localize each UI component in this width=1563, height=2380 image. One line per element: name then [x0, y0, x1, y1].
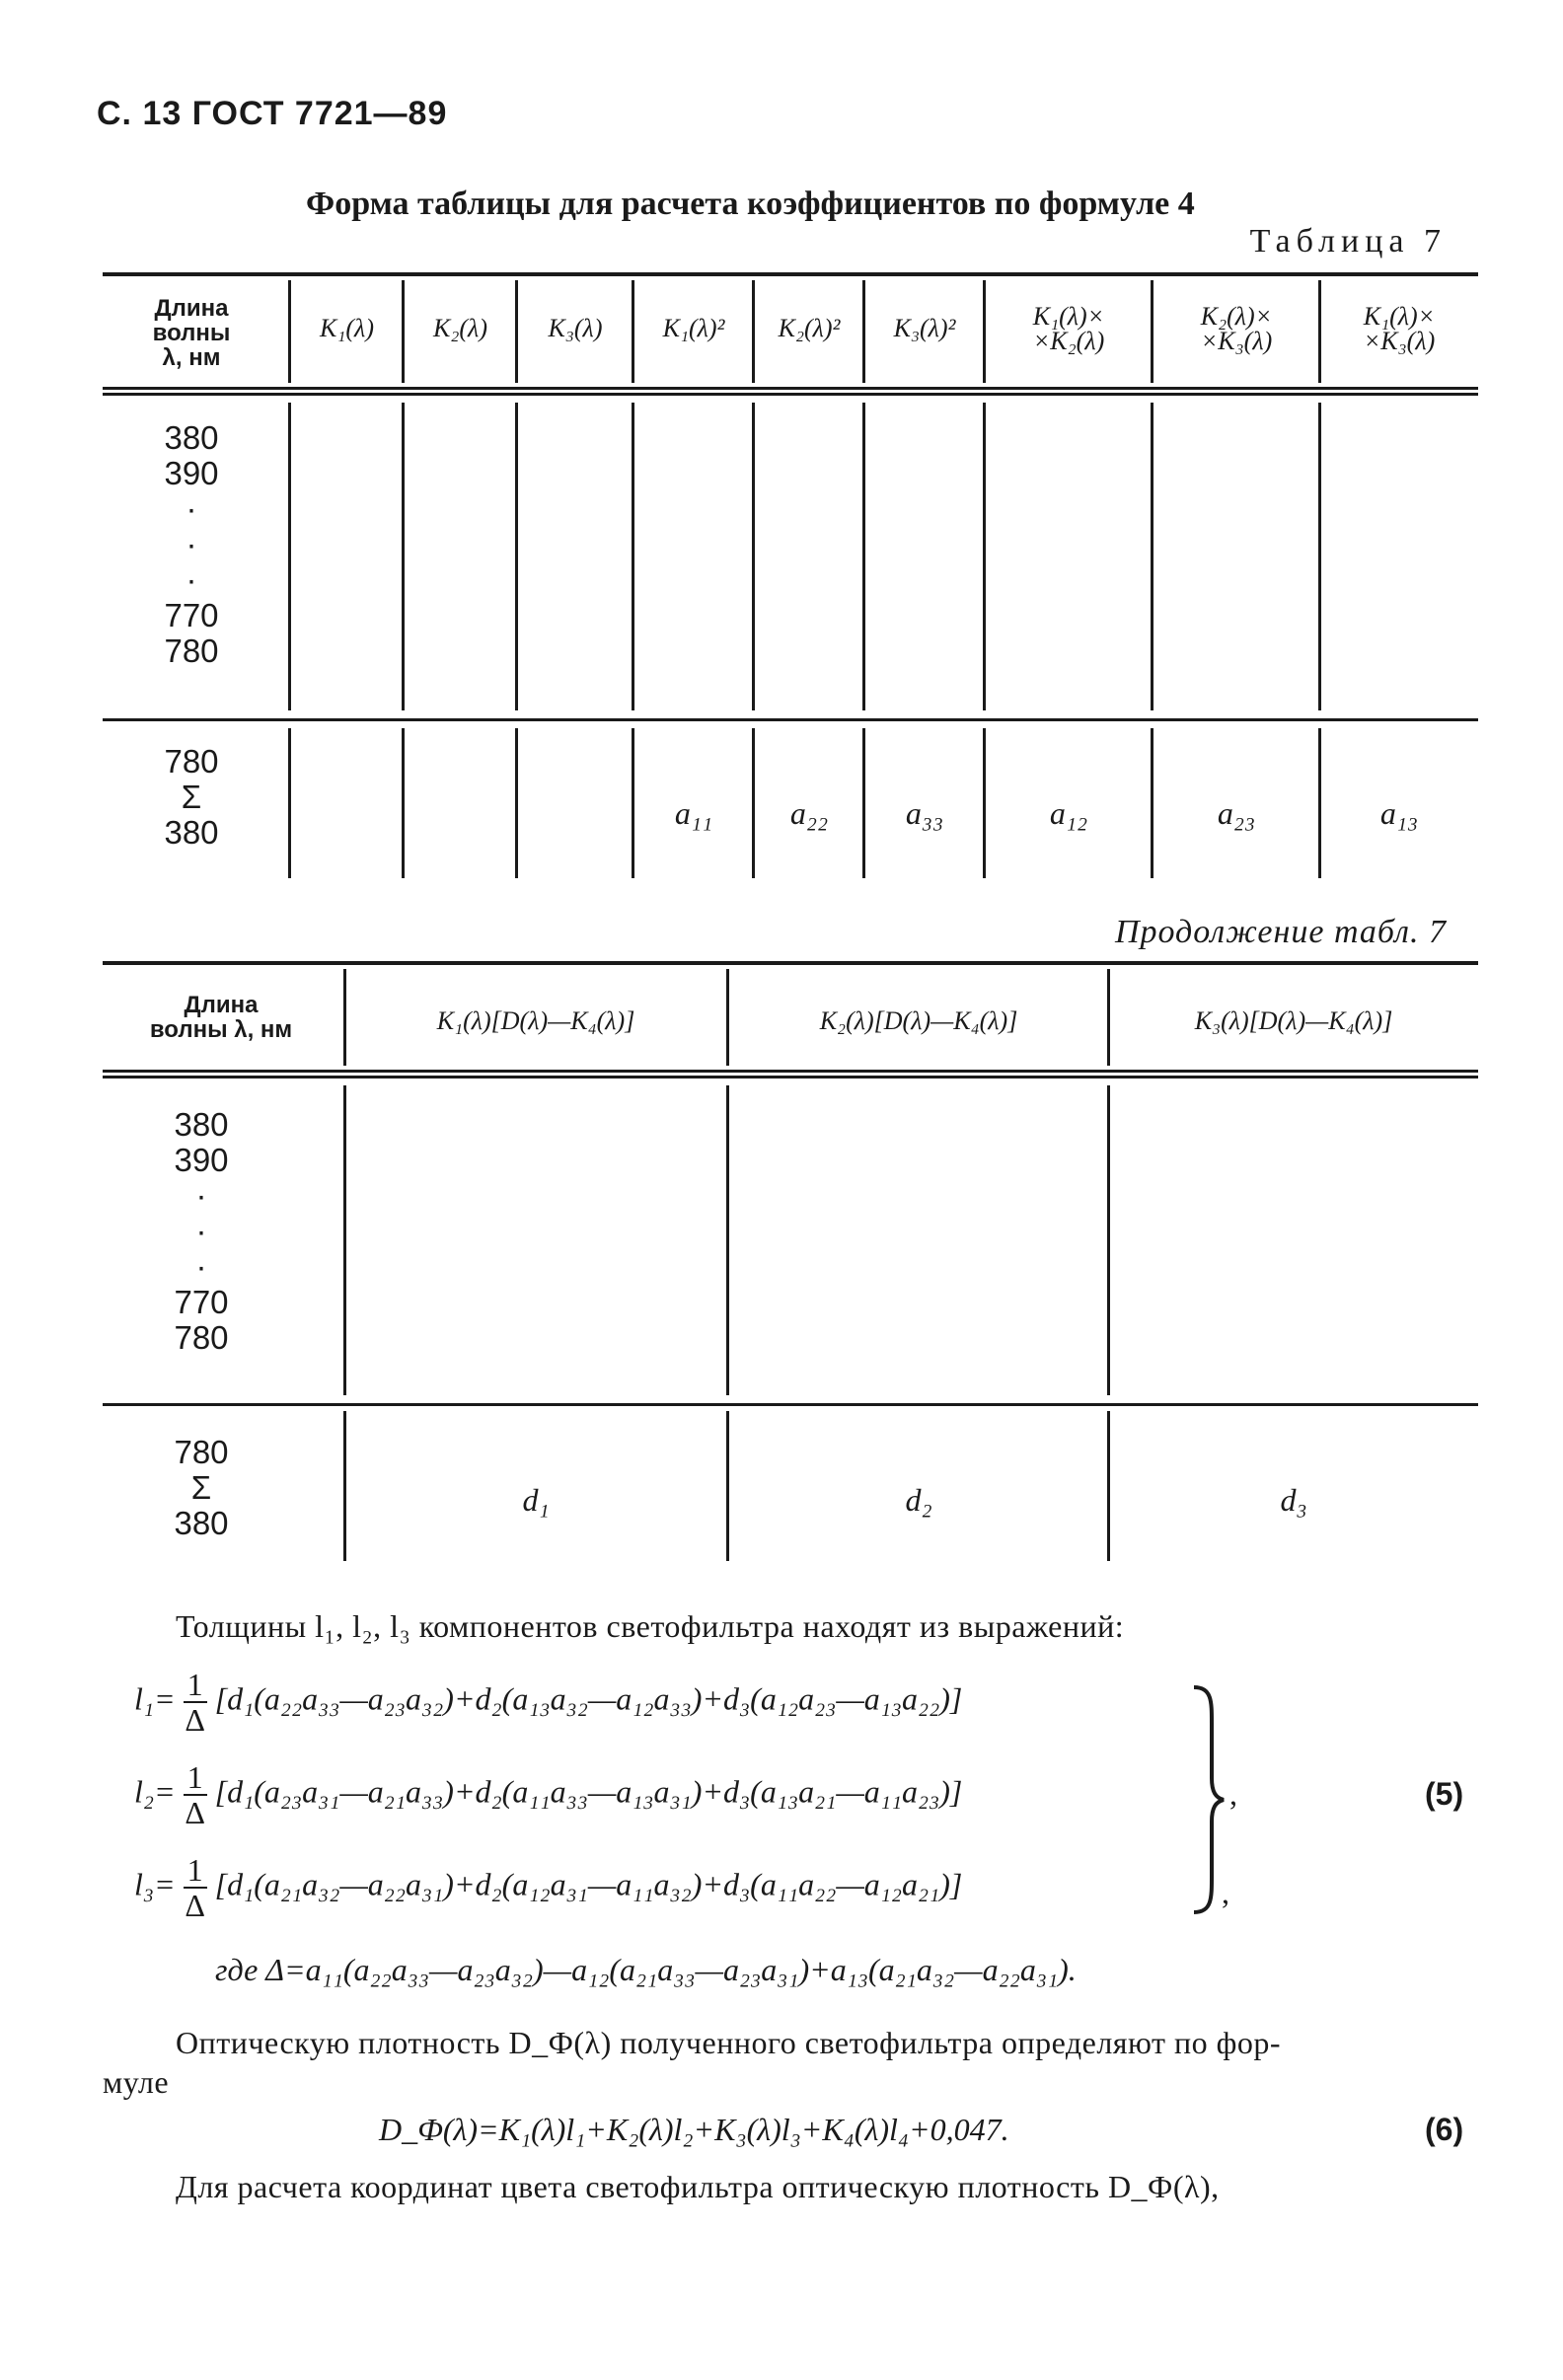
- table7-sum-label: 780 Σ 380: [164, 743, 219, 851]
- paragraph-thickness: Толщины l₁, l₂, l₃ компонентов светофильтра находят из выражений:: [176, 1608, 1125, 1644]
- table7-header-rule: [103, 387, 1478, 390]
- table7-cont-sum-d2: d₂: [905, 1482, 932, 1518]
- table7-vline: [1318, 280, 1321, 383]
- table7-vline: [983, 280, 986, 383]
- paragraph-optical-density: Оптическую плотность D_Ф(λ) полученного светофильтра определяют по фор- муле: [103, 2025, 1281, 2100]
- table7-vline: [402, 403, 405, 710]
- table7-sum-a33: a₃₃: [905, 795, 944, 831]
- table7-col-k1-sq: K₁(λ)²: [662, 314, 725, 342]
- table7-vline: [515, 728, 518, 878]
- table7: [103, 272, 1478, 884]
- table7-col-k3-sq: K₃(λ)²: [893, 314, 956, 342]
- table7-sum-a12: a₁₂: [1049, 795, 1088, 831]
- table7-vline: [402, 280, 405, 383]
- table7-header-rule-2: [103, 393, 1478, 396]
- table7-vline: [288, 280, 291, 383]
- fraction-one-over-delta: $\frac{1}{\Delta}$: [185, 1667, 205, 1738]
- table7-sum-rule: [103, 718, 1478, 721]
- table7-cont-col-wavelength: Длина волны λ, нм: [149, 992, 293, 1043]
- table7-cont-vline: [343, 1085, 346, 1395]
- fraction-one-over-delta: $\frac{1}{\Delta}$: [185, 1852, 205, 1923]
- page-header: С. 13 ГОСТ 7721—89: [97, 95, 448, 132]
- table7-col-k1k3: K₁(λ)× ×K₃(λ): [1363, 302, 1436, 355]
- fraction-one-over-delta: $\frac{1}{\Delta}$: [185, 1759, 205, 1830]
- table7-col-k1: K₁(λ): [320, 314, 374, 342]
- table7-vline: [402, 728, 405, 878]
- delta-definition: где Δ=a₁₁(a₂₂a₃₃—a₂₃a₃₂)—a₁₂(a₂₁a₃₃—a₂₃a₃₁)+a₁₃(a₂₁a₃₂—a₂₂a₃₁).: [215, 1952, 1077, 1987]
- table7-top-rule: [103, 272, 1478, 276]
- table7-cont-vline: [343, 969, 346, 1066]
- table7-cont-col-k1: K₁(λ)[D(λ)—K₄(λ)]: [436, 1006, 635, 1035]
- table7-vline: [862, 403, 865, 710]
- table7-cont-col-k2: K₂(λ)[D(λ)—K₄(λ)]: [819, 1006, 1018, 1035]
- table7-col-k2-sq: K₂(λ)²: [778, 314, 841, 342]
- table7-cont-top-rule: [103, 961, 1478, 965]
- equation-l3: l₃= $\frac{1}{\Delta}$ [d₁(a₂₁a₃₂—a₂₂a₃₁)+d₂(a₁₂a₃₁—a₁₁a₃₂)+d₃(a₁₁a₂₂—a₁₂a₂₁)]: [134, 1852, 963, 1923]
- table7-vline: [632, 403, 634, 710]
- equation-system-comma: ,: [1229, 1776, 1237, 1812]
- table7-vline: [983, 403, 986, 710]
- table7-cont-sum-d3: d₃: [1280, 1482, 1307, 1518]
- table7-wavelength-list: 380 390 · · · 770 780: [164, 419, 219, 669]
- table7-col-k1k2: K₁(λ)× ×K₂(λ): [1032, 302, 1105, 355]
- table7-vline: [632, 280, 634, 383]
- table7-cont-header-rule: [103, 1070, 1478, 1073]
- table7-cont: [103, 961, 1478, 1573]
- table7-cont-sum-label: 780 Σ 380: [174, 1434, 229, 1541]
- table7-col-k3: K₃(λ): [548, 314, 603, 342]
- table7-sum-a23: a₂₃: [1217, 795, 1256, 831]
- equation-number-5: (5): [1425, 1776, 1464, 1812]
- table7-vline: [1151, 403, 1154, 710]
- table7-cont-header-rule-2: [103, 1076, 1478, 1078]
- table7-sum-a13: a₁₃: [1379, 795, 1419, 831]
- table7-title: Форма таблицы для расчета коэффициентов по формуле 4: [306, 186, 1195, 222]
- table7-cont-sum-d1: d₁: [522, 1482, 550, 1518]
- table7-cont-label: Продолжение табл. 7: [1114, 914, 1447, 950]
- table7-col-k2k3: K₂(λ)× ×K₃(λ): [1200, 302, 1273, 355]
- paragraph-color-coordinates: Для расчета координат цвета светофильтра оптическую плотность D_Ф(λ),: [176, 2169, 1220, 2204]
- table7-col-wavelength: Длина волны λ, нм: [152, 295, 231, 371]
- table7-vline: [288, 728, 291, 878]
- table7-vline: [515, 403, 518, 710]
- table7-vline: [1318, 403, 1321, 710]
- equation-l1: l₁= $\frac{1}{\Delta}$ [d₁(a₂₂a₃₃—a₂₃a₃₂)+d₂(a₁₃a₃₂—a₁₂a₃₃)+d₃(a₁₂a₂₃—a₁₃a₂₂)]: [134, 1667, 963, 1738]
- equation-number-6: (6): [1425, 2112, 1464, 2147]
- table7-cont-col-k3: K₃(λ)[D(λ)—K₄(λ)]: [1194, 1006, 1393, 1035]
- equation-l3-comma: ,: [1222, 1875, 1229, 1910]
- table7-sum-a11: a₁₁: [674, 795, 713, 831]
- equation-l2: l₂= $\frac{1}{\Delta}$ [d₁(a₂₃a₃₁—a₂₁a₃₃)+d₂(a₁₁a₃₃—a₁₃a₃₁)+d₃(a₁₃a₂₁—a₁₁a₂₃)]: [134, 1759, 963, 1830]
- table7-cont-vline: [1107, 1085, 1110, 1395]
- table7-vline: [515, 280, 518, 383]
- table7-vline: [1151, 280, 1154, 383]
- table7-label: Таблица 7: [1249, 223, 1447, 260]
- equation-6: D_Ф(λ)=K₁(λ)l₁+K₂(λ)l₂+K₃(λ)l₃+K₄(λ)l₄+0,047.: [379, 2112, 1009, 2147]
- table7-vline: [288, 403, 291, 710]
- table7-sum-a22: a₂₂: [789, 795, 829, 831]
- table7-cont-vline: [726, 969, 729, 1066]
- table7-vline: [752, 403, 755, 710]
- table7-cont-sum-rule: [103, 1403, 1478, 1406]
- table7-cont-wavelength-list: 380 390 · · · 770 780: [174, 1106, 229, 1356]
- table7-vline: [752, 280, 755, 383]
- table7-cont-vline: [1107, 969, 1110, 1066]
- table7-cont-vline: [726, 1085, 729, 1395]
- table7-vline: [862, 280, 865, 383]
- table7-col-k2: K₂(λ): [433, 314, 487, 342]
